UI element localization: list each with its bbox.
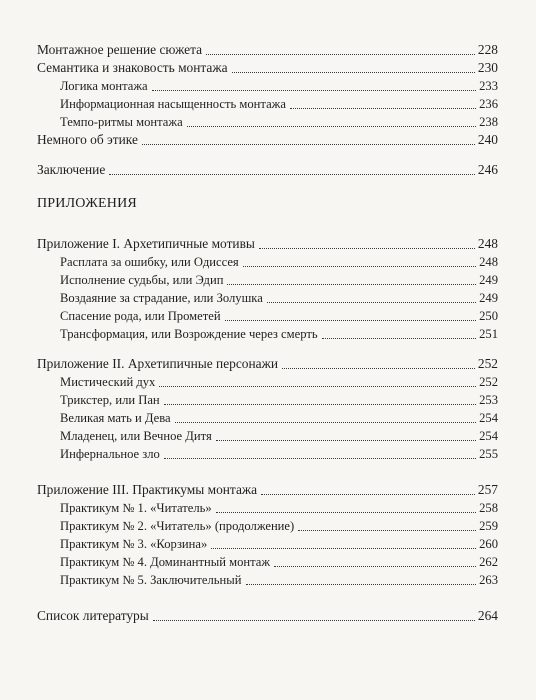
toc-entry-page: 246 bbox=[477, 162, 498, 177]
toc-subentry bbox=[60, 442, 498, 462]
toc-subentry bbox=[60, 322, 498, 342]
leader-dots bbox=[109, 173, 475, 175]
toc-entry-page: 249 bbox=[479, 273, 498, 287]
leader-dots bbox=[261, 493, 475, 495]
leader-dots bbox=[159, 385, 476, 387]
leader-dots bbox=[216, 439, 476, 441]
toc-entry-page: 236 bbox=[479, 97, 498, 111]
toc-entry bbox=[37, 232, 498, 252]
toc-entry-title: Мистический дух bbox=[60, 375, 156, 389]
leader-dots bbox=[164, 403, 476, 405]
leader-dots bbox=[187, 125, 476, 127]
toc-entry-title: Младенец, или Вечное Дитя bbox=[60, 429, 212, 443]
toc-entry-title: Заключение bbox=[37, 162, 106, 177]
toc-entry-page: 253 bbox=[479, 393, 498, 407]
toc-entry bbox=[37, 352, 498, 372]
leader-dots bbox=[142, 143, 475, 145]
toc-entry-page: 257 bbox=[477, 482, 498, 497]
leader-dots bbox=[232, 71, 475, 73]
toc-entry-title: Исполнение судьбы, или Эдип bbox=[60, 273, 224, 287]
leader-dots bbox=[211, 547, 476, 549]
toc-subentry bbox=[60, 568, 498, 588]
toc-subentry bbox=[60, 74, 498, 94]
leader-dots bbox=[322, 337, 477, 339]
toc-entry-title: Практикум № 2. «Читатель» (продолжение) bbox=[60, 519, 295, 533]
toc-entry bbox=[37, 158, 498, 178]
toc-subentry bbox=[60, 424, 498, 444]
leader-dots bbox=[175, 421, 477, 423]
toc-entry bbox=[37, 56, 498, 76]
toc-subentry bbox=[60, 496, 498, 516]
toc-entry-page: 252 bbox=[479, 375, 498, 389]
toc-entry-title: Практикум № 1. «Читатель» bbox=[60, 501, 212, 515]
toc-entry-title: Темпо-ритмы монтажа bbox=[60, 115, 183, 129]
toc-entry-page: 264 bbox=[477, 608, 498, 623]
toc-entry-title: Приложение II. Архетипичные персонажи bbox=[37, 356, 279, 371]
toc-entry-title: Инфернальное зло bbox=[60, 447, 160, 461]
toc-entry-page: 240 bbox=[477, 132, 498, 147]
toc-entry-title: Трикстер, или Пан bbox=[60, 393, 160, 407]
toc-entry-title: Немного об этике bbox=[37, 132, 138, 147]
leader-dots bbox=[246, 583, 477, 585]
toc-subentry bbox=[60, 92, 498, 112]
toc-entry-title: Воздаяние за страдание, или Золушка bbox=[60, 291, 263, 305]
toc-entry-page: 228 bbox=[477, 42, 498, 57]
toc-entry-title: Расплата за ошибку, или Одиссея bbox=[60, 255, 239, 269]
leader-dots bbox=[153, 619, 475, 621]
leader-dots bbox=[206, 53, 475, 55]
toc-entry-page: 251 bbox=[479, 327, 498, 341]
leader-dots bbox=[216, 511, 476, 513]
leader-dots bbox=[152, 89, 476, 91]
toc-entry-title: Практикум № 3. «Корзина» bbox=[60, 537, 208, 551]
toc-entry bbox=[37, 38, 498, 58]
toc-entry-title: Приложение III. Практикумы монтажа bbox=[37, 482, 258, 497]
toc-entry-title: Логика монтажа bbox=[60, 79, 148, 93]
toc-entry-page: 233 bbox=[479, 79, 498, 93]
toc-subentry bbox=[60, 286, 498, 306]
toc-entry-title: Информационная насыщенность монтажа bbox=[60, 97, 286, 111]
leader-dots bbox=[164, 457, 476, 459]
toc-entry-page: 255 bbox=[479, 447, 498, 461]
toc-entry-title: Великая мать и Дева bbox=[60, 411, 171, 425]
leader-dots bbox=[267, 301, 476, 303]
leader-dots bbox=[298, 529, 476, 531]
toc-entry-page: 263 bbox=[479, 573, 498, 587]
toc-entry bbox=[37, 604, 498, 624]
toc-entry-page: 238 bbox=[479, 115, 498, 129]
toc-entry-page: 260 bbox=[479, 537, 498, 551]
leader-dots bbox=[274, 565, 476, 567]
toc-entry-title: Трансформация, или Возрождение через смерть bbox=[60, 327, 318, 341]
toc-subentry bbox=[60, 110, 498, 130]
toc-subentry bbox=[60, 406, 498, 426]
toc-entry-title: Практикум № 4. Доминантный монтаж bbox=[60, 555, 271, 569]
toc-entry-page: 230 bbox=[477, 60, 498, 75]
toc-entry-title: Монтажное решение сюжета bbox=[37, 42, 203, 57]
toc-subentry bbox=[60, 550, 498, 570]
toc-entry-page: 254 bbox=[479, 411, 498, 425]
toc-entry-page: 249 bbox=[479, 291, 498, 305]
leader-dots bbox=[259, 247, 475, 249]
toc-entry-title: Семантика и знаковость монтажа bbox=[37, 60, 228, 75]
leader-dots bbox=[290, 107, 476, 109]
toc-entry-page: 259 bbox=[479, 519, 498, 533]
toc-subentry bbox=[60, 268, 498, 288]
toc-entry-page: 248 bbox=[479, 255, 498, 269]
toc-entry-page: 250 bbox=[479, 309, 498, 323]
toc-subentry bbox=[60, 532, 498, 552]
toc-subentry bbox=[60, 304, 498, 324]
toc-subentry bbox=[60, 370, 498, 390]
leader-dots bbox=[225, 319, 477, 321]
toc-entry-title: Спасение рода, или Прометей bbox=[60, 309, 221, 323]
appendices-heading: ПРИЛОЖЕНИЯ bbox=[37, 196, 137, 211]
leader-dots bbox=[243, 265, 476, 267]
toc-entry-page: 258 bbox=[479, 501, 498, 515]
toc-subentry bbox=[60, 250, 498, 270]
toc-entry-title: Приложение I. Архетипичные мотивы bbox=[37, 236, 255, 251]
toc-entry bbox=[37, 128, 498, 148]
toc-entry-page: 254 bbox=[479, 429, 498, 443]
toc-entry bbox=[37, 478, 498, 498]
leader-dots bbox=[282, 367, 475, 369]
toc-entry-page: 252 bbox=[477, 356, 498, 371]
toc-entry-title: Практикум № 5. Заключительный bbox=[60, 573, 242, 587]
toc-entry-title: Список литературы bbox=[37, 608, 149, 623]
toc-entry-page: 262 bbox=[479, 555, 498, 569]
toc-subentry bbox=[60, 514, 498, 534]
toc-entry-page: 248 bbox=[477, 236, 498, 251]
toc-subentry bbox=[60, 388, 498, 408]
leader-dots bbox=[227, 283, 476, 285]
